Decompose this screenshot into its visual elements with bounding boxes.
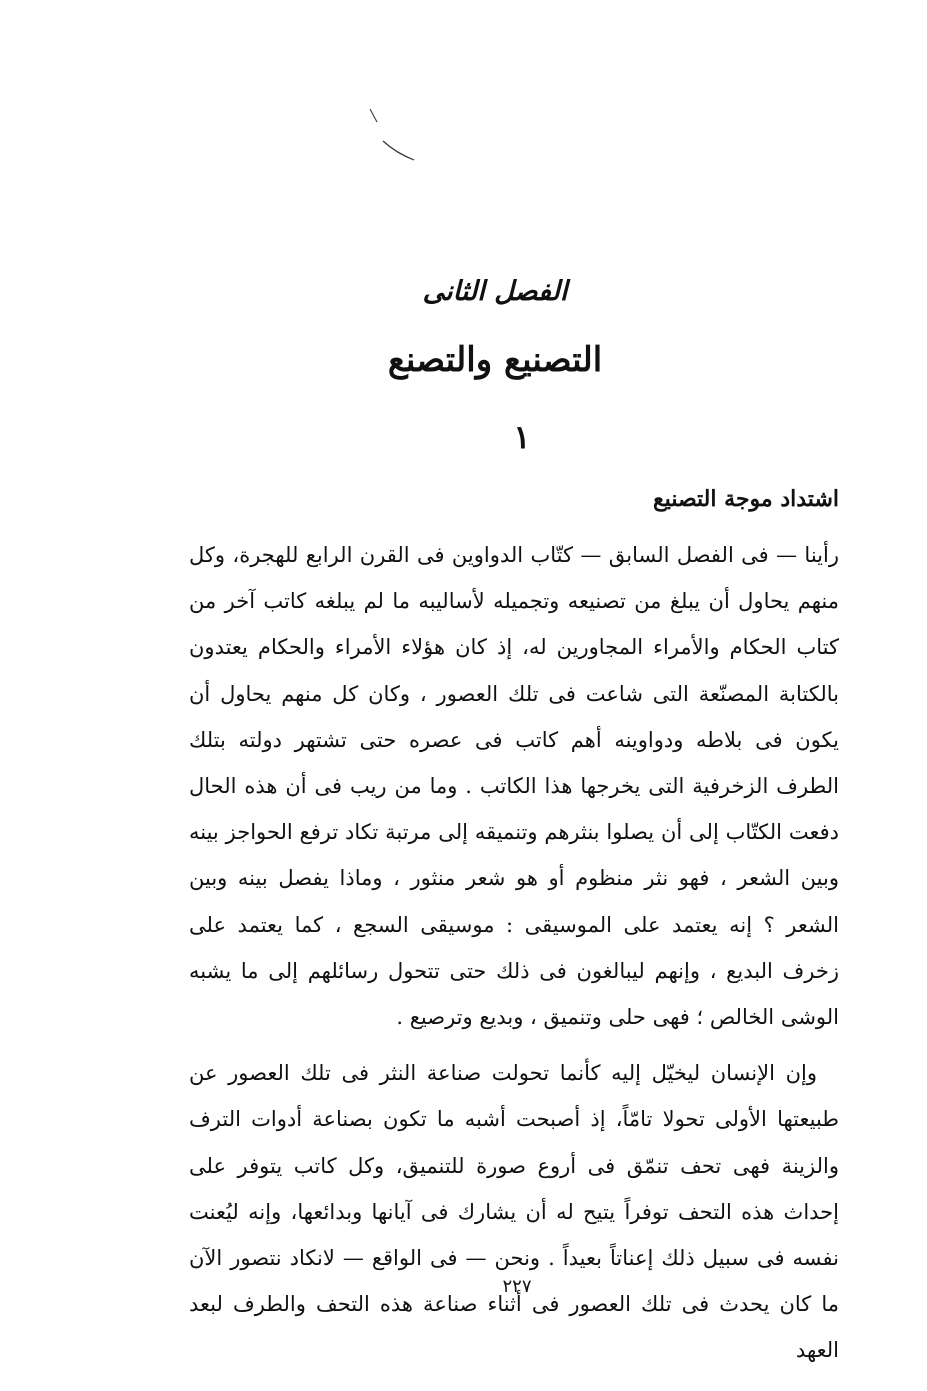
paragraph: رأينا — فى الفصل السابق — كتّاب الدواوين فى القرن الرابع للهجرة، وكل منهم يحاول أن يبلغ من تصنيعه وتجميله لأساليبه ما لم يبلغه كاتب آخر من كتاب الحكام والأمراء المجاورين له، إذ كان هؤلاء الأمراء والحكام يعتدون بالكتابة المصنّعة التى شاعت فى تلك العصور ، وكان كل منهم يحاول أن يكون فى بلاطه ودواوينه أهم كاتب فى عصره حتى تشتهر دولته بتلك الطرف الزخرفية التى يخرجها هذا الكاتب . وما من ريب فى أن هذه الحال دفعت الكتّاب إلى أن يصلوا بنثرهم وتنميقه إلى مرتبة تكاد ترفع الحواجز بينه وبين الشعر ، فهو نثر منظوم أو هو شعر منثور ، وماذا يفصل بينه وبين الشعر ؟ إنه يعتمد على الموسيقى : موسيقى السجع ، كما يعتمد على زخرف البديع ، وإنهم ليبالغون فى ذلك حتى تتحول رسائلهم إلى ما يشبه الوشى الخالص ؛ فهى حلى وتنميق ، وبديع وترصيع . bbox=[189, 543, 839, 1030]
section-heading: اشتداد موجة التصنيع bbox=[652, 486, 839, 512]
chapter-label: الفصل الثانى bbox=[422, 276, 568, 307]
body-text bbox=[189, 532, 839, 1374]
paragraph: وإن الإنسان ليخيّل إليه كأنما تحولت صناعة النثر فى تلك العصور عن طبيعتها الأولى تحولا تامّاً، إذ أصبحت أشبه ما تكون بصناعة أدوات الترف والزينة فهى تحف تنمّق فى أروع صورة للتنميق، وكل كاتب يتوفر على إحداث هذه التحف توفراً يتيح له أن يشارك فى آيانها وبدائعها، وإنه ليُعنت نفسه فى سبيل ذلك إعناتاً بعيداً . ونحن — فى الواقع — لانكاد نتصور الآن ما كان يحدث فى تلك العصور فى أثناء صناعة هذه التحف والطرف لبعد العهد bbox=[189, 1061, 839, 1363]
section-number: ١ bbox=[513, 418, 531, 456]
page-number: ٢٢٧ bbox=[502, 1276, 532, 1297]
chapter-title: التصنيع والتصنع bbox=[387, 340, 603, 380]
pen-scratch-mark bbox=[360, 105, 420, 165]
